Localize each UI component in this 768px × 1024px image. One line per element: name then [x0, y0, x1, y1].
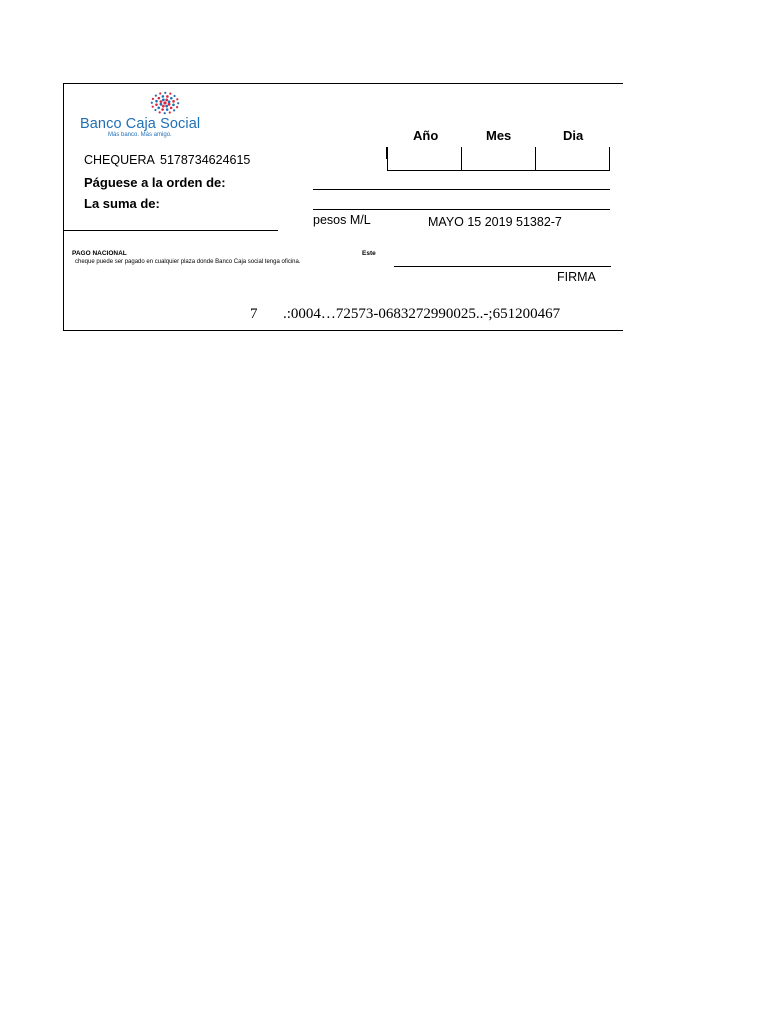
date-box-left [387, 147, 388, 171]
signature-line [394, 266, 611, 267]
amount-words-line [64, 230, 278, 231]
amount-line [313, 209, 610, 210]
bank-slogan: Más banco. Más amigo. [108, 132, 172, 138]
notice-text: cheque puede ser pagado en cualquier plaza donde Banco Caja social tenga oficina. [75, 259, 301, 265]
bank-name: Banco Caja Social [80, 116, 201, 132]
notice-este: Este [362, 250, 376, 257]
micr-prefix: 7 [250, 306, 258, 322]
date-code: MAYO 15 2019 51382-7 [428, 215, 562, 229]
date-year-label: Año [413, 128, 439, 143]
pay-to-label: Páguese a la orden de: [84, 175, 226, 190]
chequera-number: 5178734624615 [160, 153, 251, 167]
date-box-right [609, 147, 610, 171]
notice-title: PAGO NACIONAL [72, 250, 127, 257]
date-box-divider-2 [535, 147, 536, 171]
amount-label: La suma de: [84, 196, 160, 211]
currency-label: pesos M/L [313, 213, 371, 227]
date-box-divider-1 [461, 147, 462, 171]
micr-line: .:0004…72573-0683272990025..-;651200467 [283, 306, 561, 322]
pay-to-line [313, 189, 610, 190]
signature-label: FIRMA [557, 270, 596, 284]
date-month-label: Mes [486, 128, 512, 143]
date-day-label: Dia [563, 128, 584, 143]
chequera-label: CHEQUERA [84, 153, 155, 167]
date-box-bottom [387, 170, 609, 171]
